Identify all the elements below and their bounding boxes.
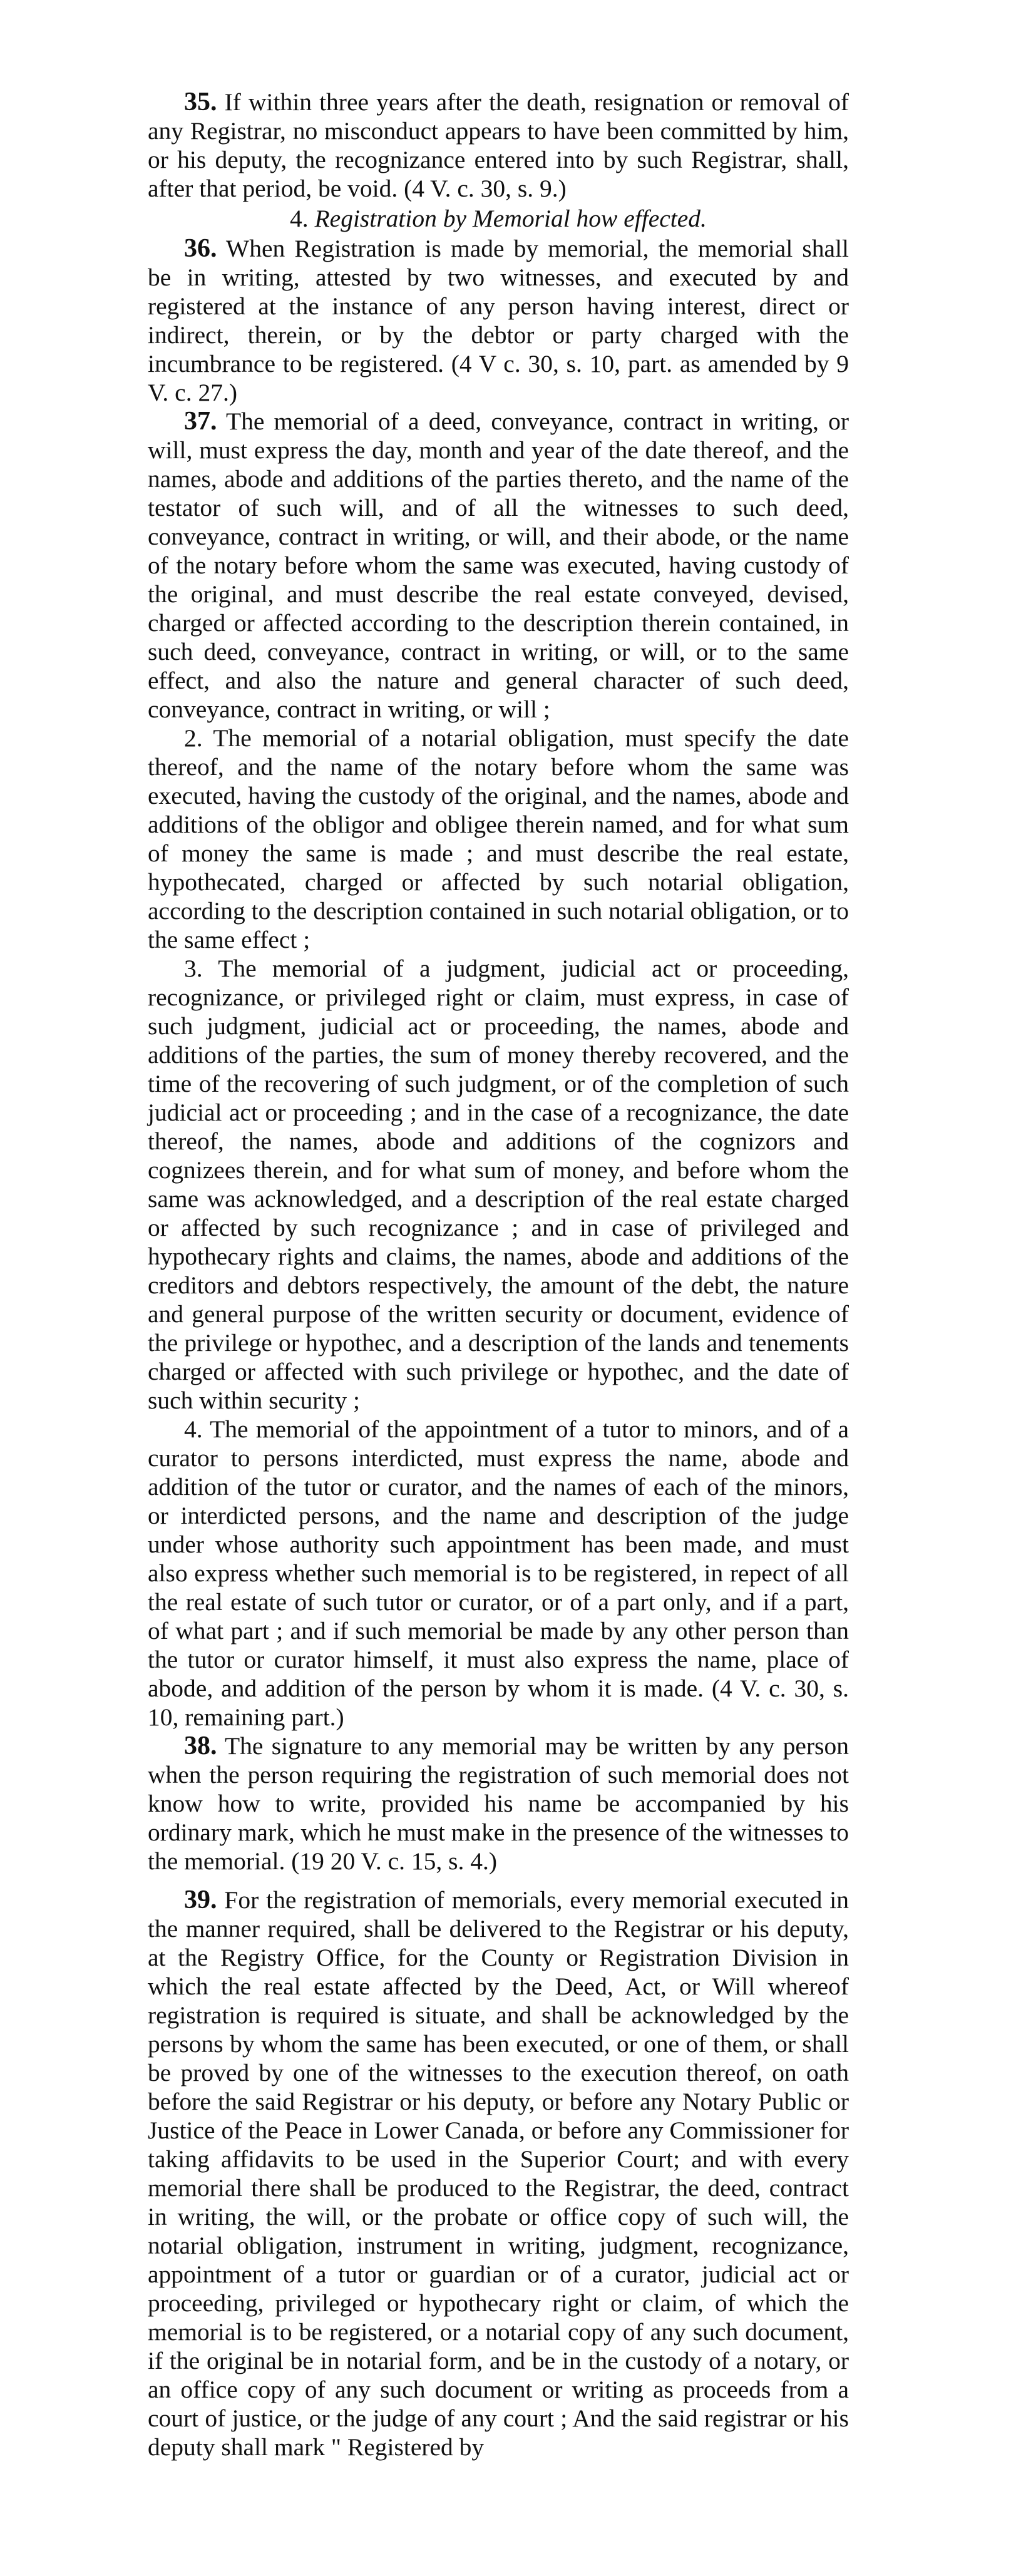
- section-37-paragraph-2: 2. The memorial of a notarial obligation, must specify the date thereof, and the name of the notary before whom the same was executed, having the custody of the original, and the names, abode and additions of the obligor and obligee therein named, and for what sum of money the same is made ; and must describe the real estate, hypothecated, charged or affected by such notarial obligation, according to the description contained in such notarial obligation, or to the same effect ;: [148, 724, 849, 953]
- section-number: 39.: [184, 1886, 217, 1914]
- section-text: For the registration of memorials, every memorial executed in the manner required, shall be delivered to the Registrar or his deputy, at the Registry Office, for the County or Registration Division in which the real estate affected by the Deed, Act, or Will whereof registration is required is situate, and shall be acknowledged by the persons by whom the same has been executed, or one of them, or shall be proved by one of the witnesses to the execution thereof, on oath before the said Registrar or his deputy, or before any Notary Public or Justice of the Peace in Lower Canada, or before any Commissioner for taking affidavits to be used in the Superior Court; and with every memorial there shall be produced to the Registrar, the deed, contract in writing, the will, or the probate or office copy of such will, the notarial obligation, instrument in writing, judgment, recognizance, appointment of a tutor or guardian or of a curator, judicial act or proceeding, privileged or hypothecary right or claim, of which the memorial is to be registered, or a notarial copy of any such document, if the original be in notarial form, and be in the custody of a notary, or an office copy of any such document or writing as proceeds from a court of justice, or the judge of any court ; And the said registrar or his deputy shall mark " Registered by: [148, 1886, 849, 2461]
- section-text: The memorial of a deed, conveyance, contract in writing, or will, must express the day, month and year of the date thereof, and the names, abode and additions of the parties thereto, and the name of the testator of such will, and of all the witnesses to such deed, conveyance, contract in writing, or will, and their abode, or the name of the notary before whom the same was executed, having custody of the original, and must describe the real estate conveyed, devised, charged or affected according to the description therein contained, in such deed, conveyance, contract in writing, or will, or to the same effect, and also the nature and general character of such deed, conveyance, contract in writing, or will ;: [148, 408, 849, 723]
- subheading-number: 4.: [290, 205, 309, 232]
- paragraph-spacer: [148, 1876, 849, 1886]
- section-text: If within three years after the death, resignation or removal of any Registrar, no misconduct appears to have been committed by him, or his deputy, the recognizance entered into by such Registrar, shall, after that period, be void. (4 V. c. 30, s. 9.): [148, 88, 849, 202]
- section-37-paragraph-4: 4. The memorial of the appointment of a tutor to minors, and of a curator to persons interdicted, must express the name, abode and addition of the tutor or curator, and the names of each of the minors, or interdicted persons, and the name and description of the judge under whose authority such appointment has been made, and must also express whether such memorial is to be registered, in repect of all the real estate of such tutor or curator, or of a part only, and if a part, of what part ; and if such memorial be made by any other person than the tutor or curator himself, it must also express the name, place of abode, and addition of the person by whom it is made. (4 V. c. 30, s. 10, remaining part.): [148, 1415, 849, 1731]
- subheading-registration-by-memorial: [148, 204, 849, 233]
- section-37: [148, 407, 849, 724]
- subheading-text: Registration by Memorial how effected.: [314, 205, 707, 232]
- section-37-paragraph-3: 3. The memorial of a judgment, judicial act or proceeding, recognizance, or privileged right or claim, must express, in case of such judgment, judicial act or proceeding, the names, abode and additions of the parties, the sum of money thereby recovered, and the time of the recovering of such judgment, or of the completion of such judicial act or proceeding ; and in the case of a recognizance, the date thereof, the names, abode and additions of the cognizors and cognizees therein, and for what sum of money, and before whom the same was acknowledged, and a description of the real estate charged or affected by such recognizance ; and in case of privileged and hypothecary rights and claims, the names, abode and additions of the creditors and debtors respectively, the amount of the debt, the nature and general purpose of the written security or document, evidence of the privilege or hypothec, and a description of the lands and tenements charged or affected with such privilege or hypothec, and the date of such within security ;: [148, 955, 849, 1414]
- section-number: 36.: [184, 234, 217, 263]
- section-number: 37.: [184, 407, 217, 436]
- document-page: [148, 88, 849, 2461]
- section-39: [148, 1886, 849, 2461]
- section-35: [148, 88, 849, 203]
- section-38: [148, 1732, 849, 1876]
- section-text: The signature to any memorial may be written by any person when the person requiring the registration of such memorial does not know how to write, provided his name be accompanied by his ordinary mark, which he must make in the presence of the witnesses to the memorial. (19 20 V. c. 15, s. 4.): [148, 1732, 849, 1875]
- section-number: 35.: [184, 88, 217, 116]
- section-number: 38.: [184, 1732, 217, 1760]
- section-36: [148, 234, 849, 407]
- section-text: When Registration is made by memorial, the memorial shall be in writing, attested by two witnesses, and executed by and registered at the instance of any person having interest, direct or indirect, therein, or by the debtor or party charged with the incumbrance to be registered. (4 V c. 30, s. 10, part. as amended by 9 V. c. 27.): [148, 235, 849, 406]
